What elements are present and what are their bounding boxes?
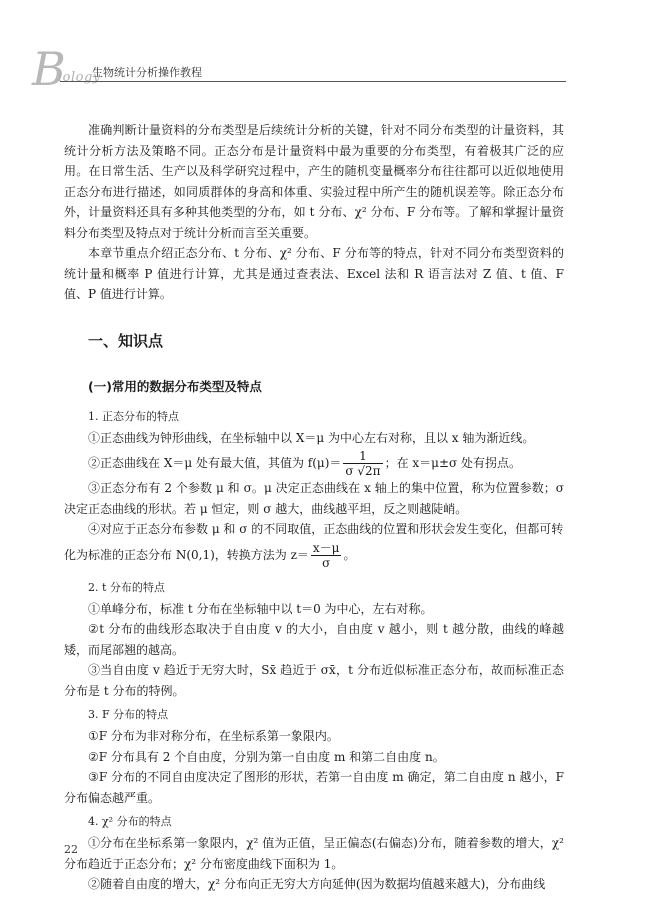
running-head-title: 生物统计分析操作教程 bbox=[92, 66, 202, 79]
fraction-denominator: σ bbox=[322, 555, 331, 570]
t-item-1: ①单峰分布，标准 t 分布在坐标轴中以 t＝0 为中心，左右对称。 bbox=[88, 601, 433, 616]
intro-paragraph-2: 本章节重点介绍正态分布、t 分布、χ² 分布、F 分布等的特点，针对不同分布类型资料的统计量和概率 P 值进行计算，尤其是通过查表法、Excel 法和 R 语言法对 Z 值、t 值、F 值、P 值进行计算。 bbox=[64, 246, 564, 301]
fraction-denominator: σ √2π bbox=[345, 464, 381, 478]
intro-paragraph-1: 准确判断计量资料的分布类型是后续统计分析的关键，针对不同分布类型的计量资料，其统计分析方法及策略不同。正态分布是计量资料中最为重要的分布类型，有着极其广泛的应用。在日常生活、生产以及科学研究过程中，产生的随机变量概率分布往往都可以近似地使用正态分布进行描述，如同质群体的身高和体重、实验过程中所产生的随机误差等。除正态分布外，计量资料还具有多种其他类型的分布，如 t 分布、χ² 分布、F 分布等。了解和掌握计量资料分布类型及特点对于统计分析而言至关重要。 bbox=[64, 123, 564, 240]
normal-item-4-line-1: ④对应于正态分布参数 μ 和 σ 的不同取值，正态曲线的位置和形状会发生变化，但都可转 bbox=[88, 522, 564, 536]
page-number: 22 bbox=[64, 843, 78, 856]
t-distribution-heading: 2. t 分布的特点 bbox=[88, 580, 165, 594]
normal-item-1: ①正态曲线为钟形曲线，在坐标轴中以 X＝μ 为中心左右对称，且以 x 轴为渐近线。 bbox=[88, 430, 535, 445]
normal-item-4-line-2 bbox=[64, 540, 564, 570]
chi-item-2: ②随着自由度的增大，χ² 分布向正无穷大方向延伸(因为数据均值越来越大)，分布曲线 bbox=[88, 877, 546, 891]
biology-logo-word: iology bbox=[58, 70, 101, 85]
biology-logo-letter: B bbox=[32, 42, 66, 96]
normal-distribution-heading: 1. 正态分布的特点 bbox=[88, 409, 179, 423]
normal-item-2 bbox=[64, 448, 564, 478]
normal-item-2-fraction bbox=[343, 449, 382, 478]
fraction-numerator: 1 bbox=[343, 449, 382, 464]
header-rule bbox=[60, 81, 566, 82]
f-item-1: ①F 分布为非对称分布，在坐标系第一象限内。 bbox=[88, 729, 339, 743]
normal-item-3: ③正态分布有 2 个参数 μ 和 σ。μ 决定正态曲线在 x 轴上的集中位置，称为位置参数；σ 决定正态曲线的形状。若 μ 恒定，则 σ 越大，曲线越平坦，反之则越陡峭。 bbox=[64, 481, 564, 516]
t-item-2: ②t 分布的曲线形态取决于自由度 v 的大小，自由度 v 越小，则 t 越分散，曲线的峰越矮，而尾部翘的越高。 bbox=[64, 622, 564, 657]
f-item-3: ③F 分布的不同自由度决定了图形的形状，若第一自由度 m 确定，第二自由度 n 越小，F 分布偏态越严重。 bbox=[64, 770, 564, 805]
fraction-numerator: x－μ bbox=[312, 540, 340, 555]
normal-item-4-fraction bbox=[311, 541, 342, 570]
page-header bbox=[0, 0, 646, 100]
section-title: 一、知识点 bbox=[88, 331, 164, 350]
f-item-2: ②F 分布具有 2 个自由度，分别为第一自由度 m 和第二自由度 n。 bbox=[88, 749, 445, 764]
normal-item-2-prefix: ②正态曲线在 X＝μ 处有最大值，其值为 f(μ)＝ bbox=[88, 456, 342, 470]
t-item-3: ③当自由度 v 趋近于无穷大时，Sx̄ 趋近于 σx̄，t 分布近似标准正态分布，故而标准正态分布是 t 分布的特例。 bbox=[64, 663, 564, 698]
f-distribution-heading: 3. F 分布的特点 bbox=[88, 708, 169, 721]
normal-item-4-prefix: 化为标准的正态分布 N(0,1)，转换方法为 z＝ bbox=[64, 547, 309, 562]
normal-item-4-suffix: 。 bbox=[343, 547, 356, 562]
subsection-title: (一)常用的数据分布类型及特点 bbox=[88, 378, 262, 394]
page-body bbox=[64, 100, 564, 895]
chi-square-distribution-heading: 4. χ² 分布的特点 bbox=[88, 815, 172, 828]
normal-item-2-suffix: ；在 x＝μ±σ 处有拐点。 bbox=[384, 456, 522, 470]
chi-item-1: ①分布在坐标系第一象限内，χ² 值为正值，呈正偏态(右偏态)分布，随着参数的增大，χ² 分布趋近于正态分布；χ² 分布密度曲线下面积为 1。 bbox=[64, 836, 564, 871]
